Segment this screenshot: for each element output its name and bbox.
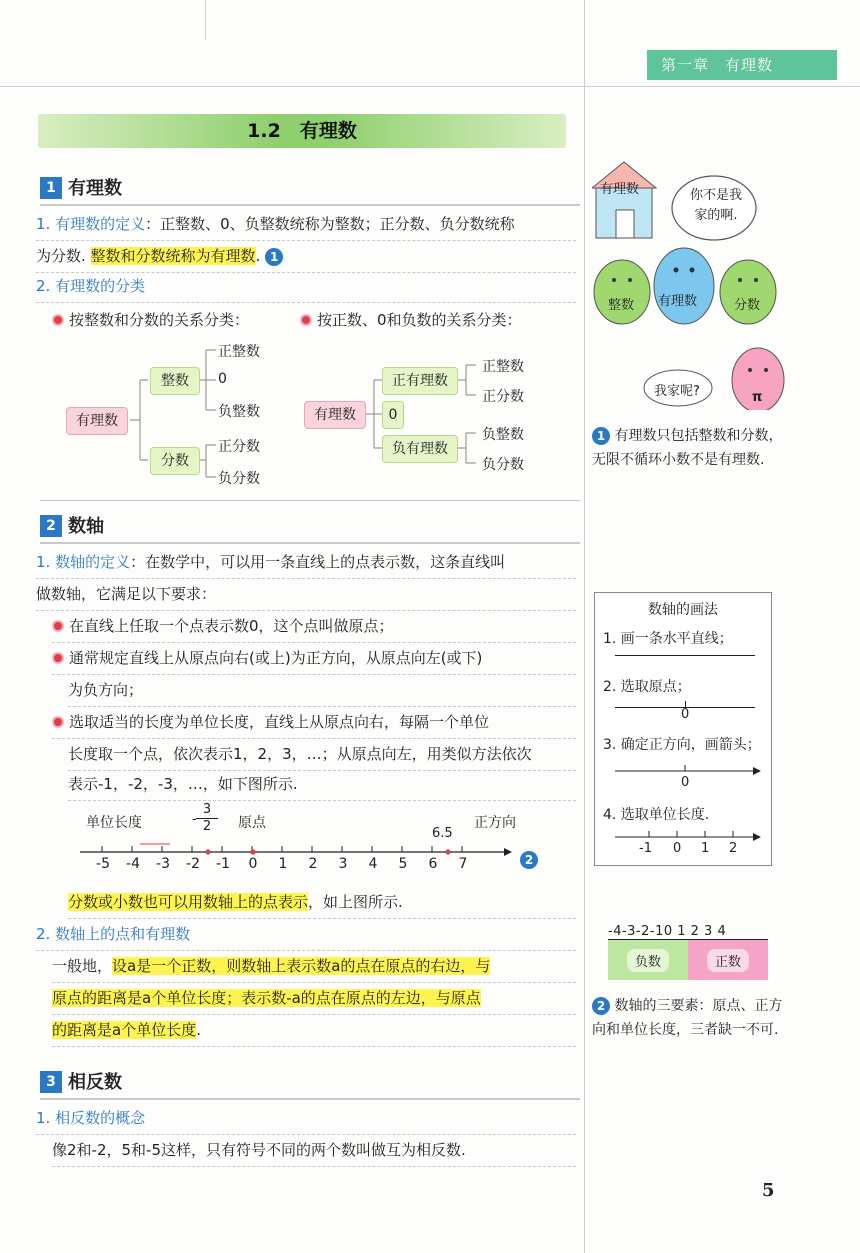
number-line-tick-label: -4	[126, 856, 140, 872]
tree-leaf: 正分数	[482, 389, 524, 405]
number-line-tick-labels	[80, 856, 520, 876]
section-title: 1.2 有理数	[38, 114, 566, 148]
decimal-label: 6.5	[432, 826, 453, 841]
section1-heading-text: 有理数	[68, 178, 122, 199]
definition-text-end: .	[255, 247, 261, 265]
axis-requirement-1-text: 在直线上任取一个点表示数0，这个点叫做原点；	[69, 617, 394, 635]
bullet-icon	[52, 620, 64, 632]
classification-label: 2. 有理数的分类	[36, 270, 576, 303]
note-ref-1: 1	[265, 248, 283, 266]
draw-step-4: 4. 选取单位长度.	[603, 807, 710, 823]
points-text-2	[52, 982, 576, 1015]
step4-tick: 0	[673, 841, 682, 856]
classification-right-title-text: 按正数、0和负数的关系分类：	[317, 311, 522, 329]
house-label: 有理数	[600, 182, 640, 197]
points-text-3	[52, 1014, 576, 1047]
fraction-note-end: ，如上图所示.	[308, 893, 403, 911]
tree-leaf: 正分数	[218, 439, 260, 455]
negative-label: 负数	[627, 949, 669, 972]
tree-left-fraction: 分数	[150, 447, 200, 475]
draw-axis-title: 数轴的画法	[648, 602, 718, 618]
section-divider	[40, 1098, 580, 1100]
fraction-label	[192, 802, 218, 835]
definition-label: 1. 有理数的定义	[36, 215, 146, 233]
egg-label: 整数	[608, 298, 635, 313]
tree-leaf: 正整数	[218, 344, 260, 360]
number-line-tick-label: 4	[368, 856, 378, 872]
tree-right-negative: 负有理数	[382, 435, 458, 463]
number-line-tick-label: -2	[186, 856, 200, 872]
page-number: 5	[762, 1180, 775, 1201]
axis-requirement-1	[52, 610, 576, 643]
classification-left-title-text: 按整数和分数的关系分类：	[69, 311, 250, 329]
number-line-tick-label: 2	[308, 856, 318, 872]
number-line-tick-label: -5	[96, 856, 110, 872]
draw-step-3: 3. 确定正方向，画箭头；	[603, 737, 761, 753]
margin-rule	[584, 0, 585, 1253]
margin-rule	[205, 0, 206, 40]
step3-zero: 0	[681, 775, 690, 790]
speech-text: 你不是我家的啊.	[689, 188, 742, 223]
tree-leaf: 正整数	[482, 359, 524, 375]
pi-symbol: π	[752, 390, 763, 405]
section3-heading	[40, 1070, 122, 1096]
fraction-note	[68, 886, 576, 919]
step1-line	[615, 655, 755, 656]
section-divider	[40, 500, 580, 501]
axis-requirement-3	[52, 706, 576, 739]
points-and-rationals-label: 2. 数轴上的点和有理数	[36, 918, 576, 951]
note-ref-2: 2	[520, 851, 538, 869]
question-text: 我家呢?	[654, 384, 700, 399]
section-number-badge: 1	[40, 177, 62, 199]
step4-tick: 1	[701, 841, 710, 856]
axis-definition-line2: 做数轴，它满足以下要求：	[36, 578, 576, 611]
highlighted-definition: 整数和分数统称为有理数	[90, 247, 256, 265]
points-highlight-2: 原点的距离是a个单位长度；表示数-a的点在原点的左边，与原点	[52, 989, 481, 1007]
tree-leaf: 负整数	[482, 427, 524, 443]
header-rule	[0, 86, 860, 87]
section-divider	[40, 204, 580, 206]
fraction-numerator: 3	[196, 802, 218, 819]
tree-right-positive: 正有理数	[382, 367, 458, 395]
draw-axis-box	[594, 592, 772, 866]
axis-requirement-3-cont: 表示-1，-2，-3，…，如下图所示.	[68, 768, 576, 801]
opposite-concept-label: 1. 相反数的概念	[36, 1102, 576, 1135]
sign-illustration	[608, 924, 768, 980]
axis-requirement-3-cont: 长度取一个点，依次表示1，2，3，…；从原点向左，用类似方法依次	[68, 738, 576, 771]
points-highlight-1: 设a是一个正数，则数轴上表示数a的点在原点的右边，与	[112, 957, 491, 975]
draw-step-2: 2. 选取原点；	[603, 679, 691, 695]
points-text-1	[52, 950, 576, 983]
axis-requirement-2	[52, 642, 576, 675]
number-line-tick-label: 5	[398, 856, 408, 872]
axis-requirement-2-cont: 为负方向；	[68, 674, 576, 707]
number-line-tick-label: 6	[428, 856, 438, 872]
axis-requirement-2-text: 通常规定直线上从原点向右(或上)为正方向，从原点向左(或下)	[69, 649, 483, 667]
unit-length-label: 单位长度	[86, 815, 142, 831]
fraction-sign: -	[192, 812, 197, 827]
origin-label: 原点	[238, 815, 266, 831]
rational-definition-line2	[36, 240, 576, 273]
positive-direction-label: 正方向	[474, 815, 516, 831]
step4-tick: -1	[639, 841, 652, 856]
section-divider	[40, 542, 580, 544]
egg-label: 有理数	[658, 294, 698, 309]
axis-definition-label: 1. 数轴的定义	[36, 553, 131, 571]
side-note-1-text: 有理数只包括整数和分数，无限不循环小数不是有理数.	[592, 428, 783, 468]
section3-heading-text: 相反数	[68, 1072, 122, 1093]
definition-text: ：正整数、0、负整数统称为整数；正分数、负分数统称	[145, 215, 515, 233]
number-line-tick-label: -3	[156, 856, 170, 872]
side-note-2	[592, 994, 788, 1042]
step3-arrow-line	[615, 765, 765, 785]
egg-label: 分数	[734, 298, 761, 313]
step4-arrow-line	[615, 831, 765, 851]
rational-definition-line1	[36, 208, 576, 241]
note-number-icon: 1	[592, 427, 610, 445]
bullet-icon	[52, 716, 64, 728]
number-line-tick-label: 7	[458, 856, 468, 872]
section1-heading	[40, 176, 122, 202]
fraction-note-highlight: 分数或小数也可以用数轴上的点表示	[68, 893, 309, 911]
bullet-icon	[52, 314, 64, 326]
tree-left-root: 有理数	[66, 407, 128, 435]
bullet-icon	[300, 314, 312, 326]
tree-right-root: 有理数	[304, 401, 366, 429]
tree-left-integer: 整数	[150, 367, 200, 395]
axis-requirement-3-text: 选取适当的长度为单位长度，直线上从原点向右，每隔一个单位	[69, 713, 490, 731]
side-note-2-text: 数轴的三要素：原点、正方向和单位长度，三者缺一不可.	[592, 998, 783, 1038]
tree-right-zero: 0	[382, 401, 404, 429]
section-number-badge: 3	[40, 1071, 62, 1093]
fraction-denominator: 2	[202, 819, 212, 834]
number-line-tick-label: 3	[338, 856, 348, 872]
section-number-badge: 2	[40, 515, 62, 537]
tree-leaf: 负整数	[218, 404, 260, 420]
number-line-tick-label: 1	[278, 856, 288, 872]
positive-region	[688, 940, 768, 980]
bullet-icon	[52, 652, 64, 664]
points-text-end: .	[196, 1021, 201, 1039]
draw-step-1: 1. 画一条水平直线；	[603, 631, 733, 647]
sign-ticks: -4-3-2-10 1 2 3 4	[608, 924, 768, 940]
note-number-icon: 2	[592, 997, 610, 1015]
step4-tick: 2	[729, 841, 738, 856]
axis-definition-line1	[36, 546, 576, 579]
points-text-prefix: 一般地，	[52, 957, 113, 975]
points-highlight-3: 的距离是a个单位长度	[52, 1021, 197, 1039]
section2-heading-text: 数轴	[68, 516, 104, 537]
negative-region	[608, 940, 688, 980]
cartoon-panel	[592, 160, 860, 520]
step2-zero: 0	[681, 707, 690, 722]
axis-definition-text: ：在数学中，可以用一条直线上的点表示数，这条直线叫	[130, 553, 506, 571]
section2-heading	[40, 514, 104, 540]
positive-label: 正数	[707, 949, 749, 972]
side-note-1	[592, 424, 788, 472]
number-line-tick-label: -1	[216, 856, 230, 872]
tree-leaf: 负分数	[482, 457, 524, 473]
number-line-tick-label: 0	[248, 856, 258, 872]
definition-text: 为分数.	[36, 247, 91, 265]
opposite-concept-text: 像2和-2，5和-5这样，只有符号不同的两个数叫做互为相反数.	[52, 1134, 576, 1167]
chapter-tab: 第一章 有理数	[647, 50, 837, 80]
tree-leaf: 负分数	[218, 471, 260, 487]
tree-leaf: 0	[218, 371, 227, 387]
